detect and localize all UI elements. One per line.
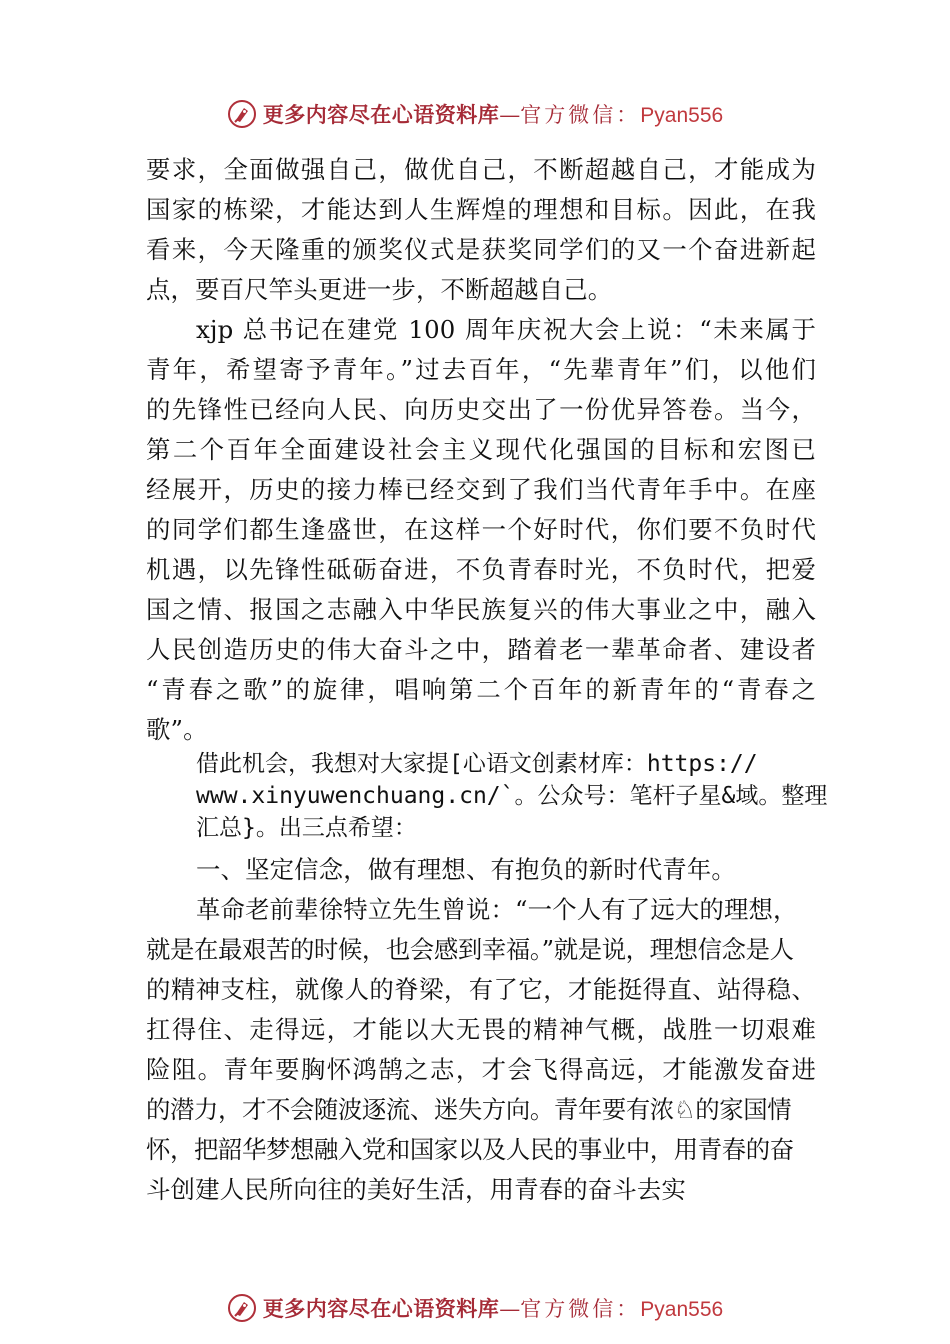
paragraph-4 [146,890,816,1210]
paragraph-2 [146,310,816,750]
text-line: www.xinyuwenchuang.cn/`。公众号：笔杆子星&域。整理 [196,783,828,809]
text-line: 人民创造历史的伟大奋斗之中，踏着老一辈革命者、建设者 [146,635,816,664]
paragraph-1 [146,150,816,310]
text-line: “青春之歌”的旋律，唱响第二个百年的新青年的“青春之 [146,675,816,704]
text-line: 的同学们都生逢盛世，在这样一个好时代，你们要不负时代 [146,515,816,544]
text-line: 要求，全面做强自己，做优自己，不断超越自己，才能成为 [146,155,816,184]
paragraph-3 [146,748,828,844]
header-text [263,99,723,129]
text-line: 斗创建人民所向往的美好生活，用青春的奋斗去实 [146,1175,686,1204]
footer-brand: 更多内容尽在心语资料库 [262,1296,500,1321]
footer-text [263,1293,723,1323]
footer-wechat-id: Pyan556 [640,1298,724,1321]
text-line: 革命老前辈徐特立先生曾说：“一个人有了远大的理想， [196,895,798,924]
header-banner [0,92,950,136]
text-line: 借此机会，我想对大家提[心语文创素材库：https:// [196,751,758,777]
text-line: 扛得住、走得远，才能以大无畏的精神气概，战胜一切艰难 [146,1015,816,1044]
text-line: 险阻。青年要胸怀鸿鹄之志，才会飞得高远，才能激发奋进 [146,1055,816,1084]
text-line: 点，要百尺竿头更进一步，不断超越自己。 [146,275,613,304]
text-line: 经展开，历史的接力棒已经交到了我们当代青年手中。在座 [146,475,816,504]
text-line: 机遇，以先锋性砥砺奋进，不负青春时光，不负时代，把爱 [146,555,816,584]
header-wechat-id: Pyan556 [640,104,724,127]
text-line: 歌”。 [146,715,208,744]
header-label: 官方微信： [520,103,641,127]
text-line: 青年，希望寄予青年。”过去百年，“先辈青年”们，以他们 [146,355,816,384]
header-dash: — [499,103,521,127]
text-line: 第二个百年全面建设社会主义现代化强国的目标和宏图已 [146,435,816,464]
document-body [146,150,828,1204]
text-line: 的潜力，才不会随波逐流、迷失方向。青年要有浓♘的家国情 [146,1095,792,1124]
footer-dash: — [499,1297,521,1321]
text-line: 怀，把韶华梦想融入党和国家以及人民的事业中，用青春的奋 [146,1135,794,1164]
text-line: 看来，今天隆重的颁奖仪式是获奖同学们的又一个奋进新起 [146,235,816,264]
text-line: xjp 总书记在建党 100 周年庆祝大会上说：“未来属于 [196,315,816,344]
section-heading: 一、坚定信念，做有理想、有抱负的新时代青年。 [196,855,736,884]
header-brand: 更多内容尽在心语资料库 [262,102,500,127]
text-line: 汇总}。出三点希望： [196,815,417,841]
text-line: 就是在最艰苦的时候，也会感到幸福。”就是说，理想信念是人 [146,935,794,964]
footer-label: 官方微信： [520,1297,641,1321]
footer-banner [0,1286,950,1330]
text-line: 国家的栋梁，才能达到人生辉煌的理想和目标。因此，在我 [146,195,816,224]
pen-nib-seal-icon [227,1293,257,1323]
text-line: 的先锋性已经向人民、向历史交出了一份优异答卷。当今， [146,395,816,424]
pen-nib-seal-icon [227,99,257,129]
text-line: 的精神支柱，就像人的脊梁，有了它，才能挺得直、站得稳、 [146,975,816,1004]
text-line: 国之情、报国之志融入中华民族复兴的伟大事业之中，融入 [146,595,816,624]
